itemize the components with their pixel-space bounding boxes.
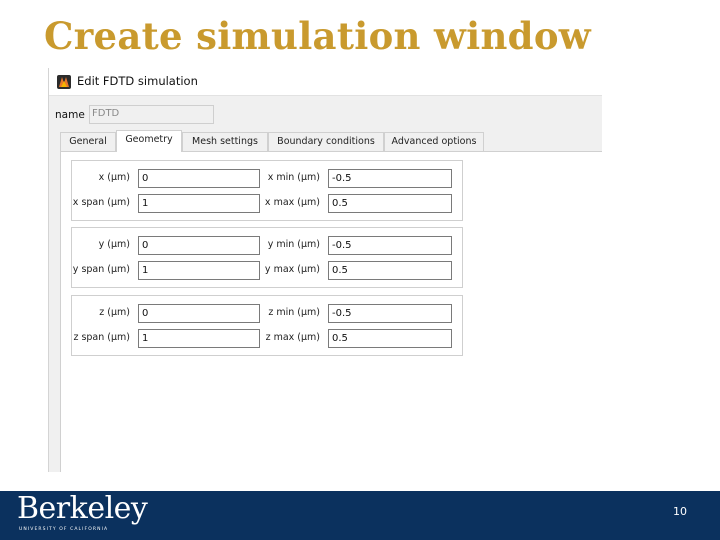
- edit-simulation-dialog: [48, 68, 602, 472]
- berkeley-logo: Berkeley: [17, 491, 148, 526]
- x-center-label: x (μm): [98, 172, 130, 183]
- footer-bar: [0, 491, 720, 540]
- app-logo-icon: [57, 75, 71, 89]
- berkeley-logo-subtext: UNIVERSITY OF CALIFORNIA: [19, 527, 109, 532]
- z-span-input[interactable]: 1: [138, 329, 260, 348]
- tab-general[interactable]: General: [60, 132, 116, 151]
- name-field[interactable]: FDTD: [89, 105, 214, 124]
- y-geometry-group: [71, 227, 463, 288]
- x-span-input[interactable]: 1: [138, 194, 260, 213]
- x-geometry-group: [71, 160, 463, 221]
- z-span-label: z span (μm): [73, 332, 130, 343]
- y-min-label: y min (μm): [267, 239, 320, 250]
- y-center-label: y (μm): [98, 239, 130, 250]
- name-label: name: [55, 109, 85, 121]
- slide-title: Create simulation window: [44, 14, 591, 58]
- tab-mesh-settings[interactable]: Mesh settings: [182, 132, 268, 151]
- z-min-label: z min (μm): [268, 307, 320, 318]
- page-number: 10: [673, 505, 687, 518]
- y-center-input[interactable]: 0: [138, 236, 260, 255]
- dialog-title: Edit FDTD simulation: [77, 74, 198, 88]
- y-max-label: y max (μm): [264, 264, 320, 275]
- geometry-panel: [60, 151, 602, 472]
- x-max-input[interactable]: 0.5: [328, 194, 452, 213]
- y-min-input[interactable]: -0.5: [328, 236, 452, 255]
- z-center-label: z (μm): [99, 307, 130, 318]
- tab-boundary-conditions[interactable]: Boundary conditions: [268, 132, 384, 151]
- y-span-input[interactable]: 1: [138, 261, 260, 280]
- z-max-label: z max (μm): [265, 332, 320, 343]
- x-center-input[interactable]: 0: [138, 169, 260, 188]
- tab-geometry[interactable]: Geometry: [116, 130, 182, 152]
- x-min-input[interactable]: -0.5: [328, 169, 452, 188]
- tab-advanced-options[interactable]: Advanced options: [384, 132, 484, 151]
- z-geometry-group: [71, 295, 463, 356]
- z-max-input[interactable]: 0.5: [328, 329, 452, 348]
- x-span-label: x span (μm): [72, 197, 130, 208]
- dialog-titlebar[interactable]: [49, 68, 602, 96]
- z-center-input[interactable]: 0: [138, 304, 260, 323]
- y-max-input[interactable]: 0.5: [328, 261, 452, 280]
- y-span-label: y span (μm): [72, 264, 130, 275]
- x-min-label: x min (μm): [267, 172, 320, 183]
- x-max-label: x max (μm): [264, 197, 320, 208]
- z-min-input[interactable]: -0.5: [328, 304, 452, 323]
